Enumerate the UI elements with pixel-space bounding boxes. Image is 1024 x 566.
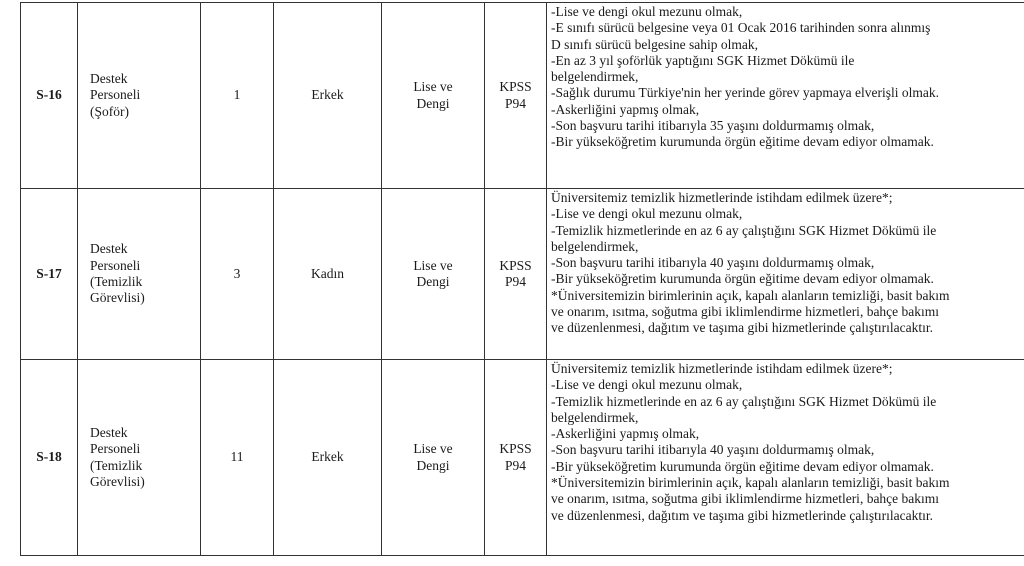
position-title-line: (Şoför) [90, 103, 129, 119]
exam-line: KPSS [499, 441, 532, 457]
exam-line: P94 [504, 95, 526, 111]
exam-line: KPSS [499, 257, 532, 273]
education-line: Dengi [416, 95, 450, 111]
position-title-line: Personeli [90, 441, 141, 457]
table-row [21, 3, 1024, 189]
position-title [78, 3, 201, 189]
position-title-line: Görevlisi) [90, 290, 145, 306]
requirement-line: ve onarım, ısıtma, soğutma gibi iklimlendirme hizmetleri, bahçe bakımı [551, 304, 940, 320]
exam-score-type [485, 360, 547, 556]
education-line: Dengi [416, 274, 450, 289]
position-title-line: Personeli [90, 87, 141, 103]
requirement-line: -Lise ve dengi okul mezunu olmak, [551, 206, 743, 222]
position-title [78, 360, 201, 556]
requirement-line: D sınıfı sürücü belgesine sahip olmak, [551, 36, 758, 52]
requirement-line: belgelendirmek, [551, 238, 639, 254]
requirement-line: -Son başvuru tarihi itibarıyla 40 yaşını doldurmamış olmak, [551, 442, 875, 458]
requirement-line: *Üniversitemizin birimlerinin açık, kapalı alanların temizliği, basit bakım [551, 287, 950, 303]
table-row [21, 360, 1024, 556]
requirement-line: belgelendirmek, [551, 409, 639, 425]
position-title-line: (Temizlik [90, 274, 143, 289]
requirement-line: *Üniversitemizin birimlerinin açık, kapalı alanların temizliği, basit bakım [551, 475, 950, 491]
requirement-line: Üniversitemiz temizlik hizmetlerinde istihdam edilmek üzere*; [551, 190, 893, 205]
requirements [547, 360, 1024, 556]
gender: Erkek [274, 3, 382, 189]
position-code: S-17 [21, 189, 78, 360]
exam-score-type [485, 189, 547, 360]
exam-line: P94 [504, 457, 526, 473]
requirement-line: -Temizlik hizmetlerinde en az 6 ay çalıştığını SGK Hizmet Dökümü ile [551, 222, 937, 238]
position-count: 11 [201, 360, 274, 556]
requirement-line: belgelendirmek, [551, 69, 639, 85]
requirement-line: -Sağlık durumu Türkiye'nin her yerinde görev yapmaya elverişli olmak. [551, 85, 939, 101]
exam-line: KPSS [499, 79, 532, 95]
position-title-line: Görevlisi) [90, 473, 145, 489]
document-page [20, 2, 1006, 556]
position-count: 3 [201, 189, 274, 360]
job-listing-table [20, 2, 1024, 556]
requirement-line: -E sınıfı sürücü belgesine veya 01 Ocak 2016 tarihinden sonra alınmış [551, 20, 931, 36]
education-level [382, 189, 485, 360]
gender: Kadın [274, 189, 382, 360]
requirement-line: -Bir yükseköğretim kurumunda örgün eğitime devam ediyor olmamak. [551, 458, 934, 474]
requirement-line: -Lise ve dengi okul mezunu olmak, [551, 377, 743, 393]
exam-score-type [485, 3, 547, 189]
requirement-line: -Askerliğini yapmış olmak, [551, 101, 700, 117]
position-title-line: Personeli [90, 257, 141, 273]
requirements [547, 3, 1024, 189]
education-line: Dengi [416, 457, 450, 473]
requirement-line: -En az 3 yıl şoförlük yaptığını SGK Hizmet Dökümü ile [551, 52, 855, 68]
requirement-line: -Bir yükseköğretim kurumunda örgün eğitime devam ediyor olmamak. [551, 271, 934, 287]
exam-line: P94 [504, 274, 526, 289]
requirement-line: ve düzenlenmesi, dağıtım ve taşıma gibi hizmetlerinde çalıştırılacaktır. [551, 507, 934, 523]
requirement-line: Üniversitemiz temizlik hizmetlerinde istihdam edilmek üzere*; [551, 361, 893, 376]
position-code: S-16 [21, 3, 78, 189]
position-title-line: Destek [90, 71, 128, 87]
requirement-line: ve düzenlenmesi, dağıtım ve taşıma gibi hizmetlerinde çalıştırılacaktır. [551, 320, 934, 336]
requirement-line: -Askerliğini yapmış olmak, [551, 426, 700, 442]
requirement-line: -Bir yükseköğretim kurumunda örgün eğitime devam ediyor olmamak. [551, 134, 934, 150]
gender: Erkek [274, 360, 382, 556]
requirement-line: -Lise ve dengi okul mezunu olmak, [551, 4, 743, 19]
education-level [382, 3, 485, 189]
table-row [21, 189, 1024, 360]
position-title-line: (Temizlik [90, 457, 143, 473]
education-line: Lise ve [413, 441, 453, 457]
position-title-line: Destek [90, 241, 128, 257]
education-line: Lise ve [413, 257, 453, 273]
education-level [382, 360, 485, 556]
requirement-line: -Son başvuru tarihi itibarıyla 40 yaşını doldurmamış olmak, [551, 255, 875, 271]
position-title-line: Destek [90, 424, 128, 440]
position-code: S-18 [21, 360, 78, 556]
requirement-line: -Temizlik hizmetlerinde en az 6 ay çalıştığını SGK Hizmet Dökümü ile [551, 393, 937, 409]
requirement-line: -Son başvuru tarihi itibarıyla 35 yaşını doldurmamış olmak, [551, 118, 875, 134]
position-count: 1 [201, 3, 274, 189]
position-title [78, 189, 201, 360]
requirement-line: ve onarım, ısıtma, soğutma gibi iklimlendirme hizmetleri, bahçe bakımı [551, 491, 940, 507]
education-line: Lise ve [413, 79, 453, 95]
requirements [547, 189, 1024, 360]
